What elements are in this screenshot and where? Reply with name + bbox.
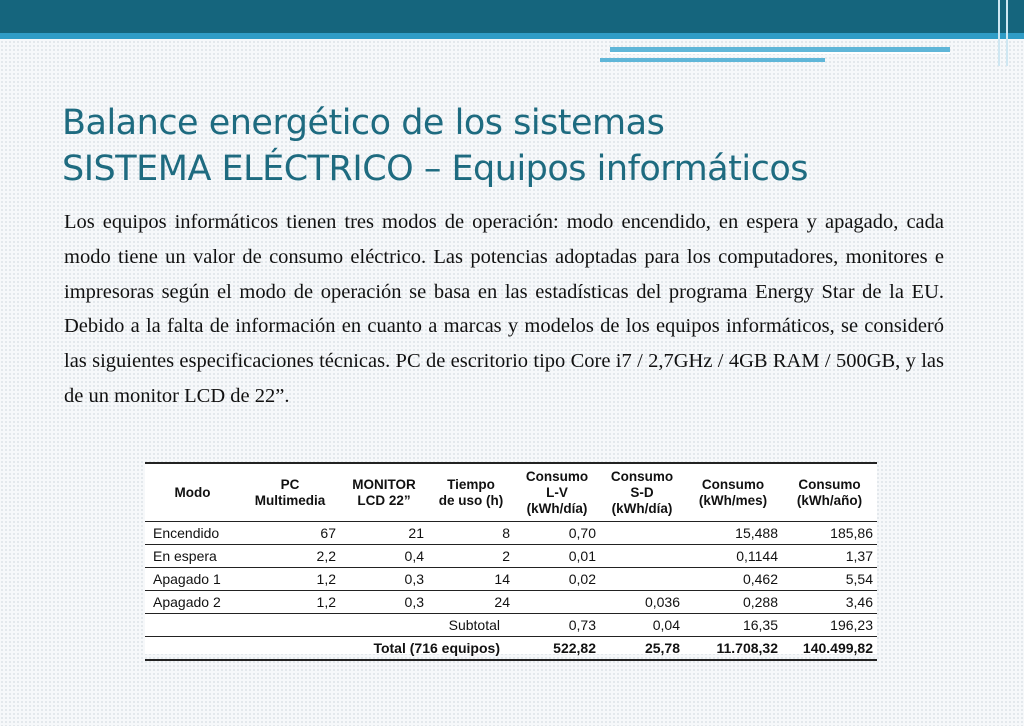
total-lv: 522,82 (514, 637, 600, 661)
subtotal-row (145, 614, 877, 637)
header-band (0, 0, 1024, 33)
cell-monitor: 21 (340, 522, 428, 545)
total-year: 140.499,82 (782, 637, 877, 661)
table-row (145, 545, 877, 568)
subtotal-sd: 0,04 (600, 614, 684, 637)
cell-month: 0,462 (684, 568, 782, 591)
decorative-vertical-line (1006, 0, 1008, 66)
cell-month: 0,288 (684, 591, 782, 614)
cell-year: 1,37 (782, 545, 877, 568)
consumption-table (145, 462, 877, 661)
cell-pc: 1,2 (240, 591, 340, 614)
header-consumption-year: Consumo (kWh/año) (782, 463, 877, 522)
cell-month: 15,488 (684, 522, 782, 545)
cell-sd: 0,036 (600, 591, 684, 614)
cell-mode: En espera (145, 545, 240, 568)
header-consumption-lv: Consumo L-V (kWh/día) (514, 463, 600, 522)
decorative-bar (600, 58, 825, 62)
cell-time: 14 (428, 568, 514, 591)
cell-pc: 2,2 (240, 545, 340, 568)
cell-monitor: 0,4 (340, 545, 428, 568)
cell-mode: Apagado 2 (145, 591, 240, 614)
cell-mode: Apagado 1 (145, 568, 240, 591)
cell-pc: 1,2 (240, 568, 340, 591)
decorative-line (610, 52, 950, 54)
cell-year: 5,54 (782, 568, 877, 591)
subtotal-lv: 0,73 (514, 614, 600, 637)
cell-monitor: 0,3 (340, 568, 428, 591)
cell-time: 24 (428, 591, 514, 614)
header-mode: Modo (145, 463, 240, 522)
header-consumption-month: Consumo (kWh/mes) (684, 463, 782, 522)
subtotal-label: Subtotal (145, 614, 514, 637)
cell-monitor: 0,3 (340, 591, 428, 614)
subtotal-year: 196,23 (782, 614, 877, 637)
cell-lv: 0,02 (514, 568, 600, 591)
slide-title (62, 100, 808, 192)
body-paragraph: Los equipos informáticos tienen tres modos de operación: modo encendido, en espera y apagado, cada modo tiene un valor de consumo eléctrico. Las potencias adoptadas para los computadores, monitores e impresoras según el modo de operación se basa en las estadísticas del programa Energy Star de la EU. Debido a la falta de información en cuanto a marcas y modelos de los equipos informáticos, se consideró las siguientes especificaciones técnicas. PC de escritorio tipo Core i7 / 2,7GHz / 4GB RAM / 500GB, y las de un monitor LCD de 22”. (64, 211, 944, 407)
consumption-table-container (145, 462, 877, 654)
cell-lv (514, 591, 600, 614)
cell-pc: 67 (240, 522, 340, 545)
decorative-vertical-line (998, 0, 1000, 66)
subtotal-month: 16,35 (684, 614, 782, 637)
cell-mode: Encendido (145, 522, 240, 545)
cell-year: 3,46 (782, 591, 877, 614)
header-stripe (0, 33, 1024, 39)
table-row (145, 522, 877, 545)
table-header-row (145, 463, 877, 522)
cell-month: 0,1144 (684, 545, 782, 568)
cell-lv: 0,01 (514, 545, 600, 568)
cell-time: 8 (428, 522, 514, 545)
title-line-2: SISTEMA ELÉCTRICO – Equipos informáticos (62, 149, 808, 189)
title-line-1: Balance energético de los sistemas (62, 103, 665, 143)
cell-time: 2 (428, 545, 514, 568)
total-row (145, 637, 877, 661)
table-row (145, 568, 877, 591)
cell-lv: 0,70 (514, 522, 600, 545)
total-month: 11.708,32 (684, 637, 782, 661)
cell-sd (600, 545, 684, 568)
total-sd: 25,78 (600, 637, 684, 661)
table-row (145, 591, 877, 614)
header-time: Tiempo de uso (h) (428, 463, 514, 522)
header-monitor: MONITOR LCD 22” (340, 463, 428, 522)
cell-sd (600, 522, 684, 545)
cell-sd (600, 568, 684, 591)
total-label: Total (716 equipos) (145, 637, 514, 661)
header-consumption-sd: Consumo S-D (kWh/día) (600, 463, 684, 522)
header-pc: PC Multimedia (240, 463, 340, 522)
cell-year: 185,86 (782, 522, 877, 545)
